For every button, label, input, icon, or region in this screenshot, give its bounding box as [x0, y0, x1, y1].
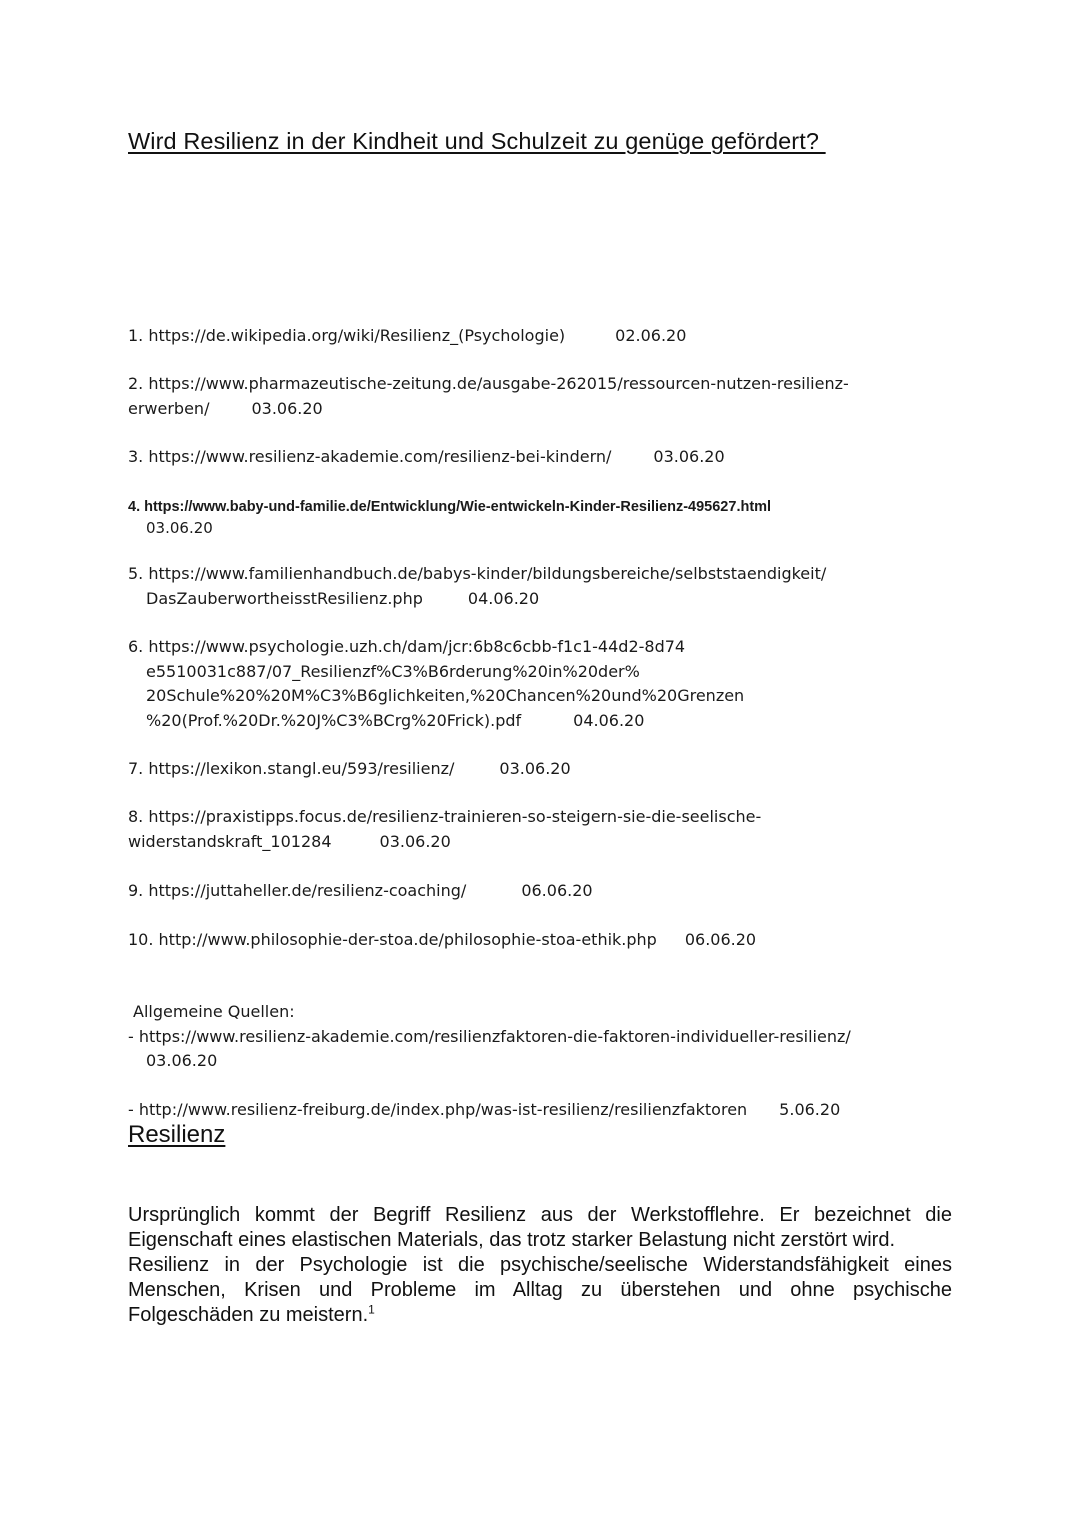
reference-url: 3. https://www.resilienz-akademie.com/resilienz-bei-kindern/ — [128, 447, 612, 466]
reference-item — [128, 635, 744, 733]
document-title: Wird Resilienz in der Kindheit und Schulzeit zu genüge gefördert? — [128, 128, 826, 154]
reference-url: 5. https://www.familienhandbuch.de/babys-kinder/bildungsbereiche/selbststaendigkeit/ — [128, 564, 827, 583]
reference-item — [128, 562, 826, 611]
reference-date: 03.06.20 — [653, 447, 725, 466]
reference-item — [128, 757, 571, 782]
reference-date: 04.06.20 — [467, 588, 540, 608]
reference-url-continued: erwerben/ — [128, 398, 210, 418]
reference-item — [128, 324, 686, 349]
reference-url-continued: widerstandskraft_101284 — [128, 831, 332, 851]
general-sources — [128, 1000, 948, 1122]
reference-date: 04.06.20 — [573, 710, 645, 730]
general-sources-heading: Allgemeine Quellen: — [133, 1002, 295, 1021]
reference-url: 8. https://praxistipps.focus.de/resilienz-trainieren-so-steigern-sie-die-seelische- — [128, 807, 762, 826]
section-body — [128, 1203, 952, 1328]
reference-url-continued: DasZauberwortheisstResilienz.php — [146, 588, 423, 608]
reference-url: 9. https://juttaheller.de/resilienz-coaching/ — [128, 881, 467, 900]
reference-date: 06.06.20 — [521, 881, 593, 900]
reference-date: 02.06.20 — [615, 326, 687, 345]
reference-date: 03.06.20 — [146, 519, 213, 537]
reference-item — [128, 372, 849, 421]
footnote-marker: 1 — [368, 1302, 375, 1317]
reference-item — [128, 879, 593, 904]
reference-url: 1. https://de.wikipedia.org/wiki/Resilienz_(Psychologie) — [128, 326, 566, 345]
reference-date: 03.06.20 — [499, 759, 571, 778]
reference-item — [128, 805, 761, 854]
general-source-date: 03.06.20 — [146, 1051, 218, 1070]
general-source-url: - https://www.resilienz-akademie.com/resilienzfaktoren-die-faktoren-individueller-resilienz/ — [128, 1026, 851, 1046]
section-heading: Resilienz — [128, 1121, 226, 1148]
paragraph: Ursprünglich kommt der Begriff Resilienz aus der Werkstofflehre. Er bezeichnet die Eigenschaft eines elastischen Materials, das trotz starker Belastung nicht zerstört wird. — [128, 1204, 952, 1251]
reference-url: 6. https://www.psychologie.uzh.ch/dam/jcr:6b8c6cbb-f1c1-44d2-8d74 — [128, 637, 686, 656]
reference-date: 03.06.20 — [379, 831, 451, 851]
reference-item — [128, 497, 771, 540]
reference-url-continued: 20Schule%20%20M%C3%B6glichkeiten,%20Chancen%20und%20Grenzen — [146, 686, 745, 705]
paragraph: Resilienz in der Psychologie ist die psychische/seelische Widerstandsfähigkeit eines Menschen, Krisen und Probleme im Alltag zu überstehen und ohne psychische Folgeschäden zu meistern.$^1$ — [128, 1254, 952, 1326]
reference-url: 2. https://www.pharmazeutische-zeitung.de/ausgabe-262015/ressourcen-nutzen-resilienz- — [128, 374, 849, 393]
reference-item — [128, 445, 725, 470]
reference-url-continued: %20(Prof.%20Dr.%20J%C3%BCrg%20Frick).pdf — [146, 710, 522, 730]
reference-date: 03.06.20 — [251, 398, 323, 418]
reference-item — [128, 928, 756, 953]
reference-date: 06.06.20 — [684, 930, 757, 949]
general-source-url: - http://www.resilienz-freiburg.de/index.php/was-ist-resilienz/resilienzfaktoren — [128, 1099, 748, 1119]
reference-url: 10. http://www.philosophie-der-stoa.de/philosophie-stoa-ethik.php — [128, 930, 657, 949]
reference-url: 4. https://www.baby-und-familie.de/Entwicklung/Wie-entwickeln-Kinder-Resilienz-495627.html — [128, 499, 772, 515]
reference-url: 7. https://lexikon.stangl.eu/593/resilienz/ — [128, 759, 455, 778]
reference-url-continued: e5510031c887/07_Resilienzf%C3%B6rderung%20in%20der% — [146, 661, 640, 681]
general-source-date: 5.06.20 — [779, 1099, 841, 1119]
